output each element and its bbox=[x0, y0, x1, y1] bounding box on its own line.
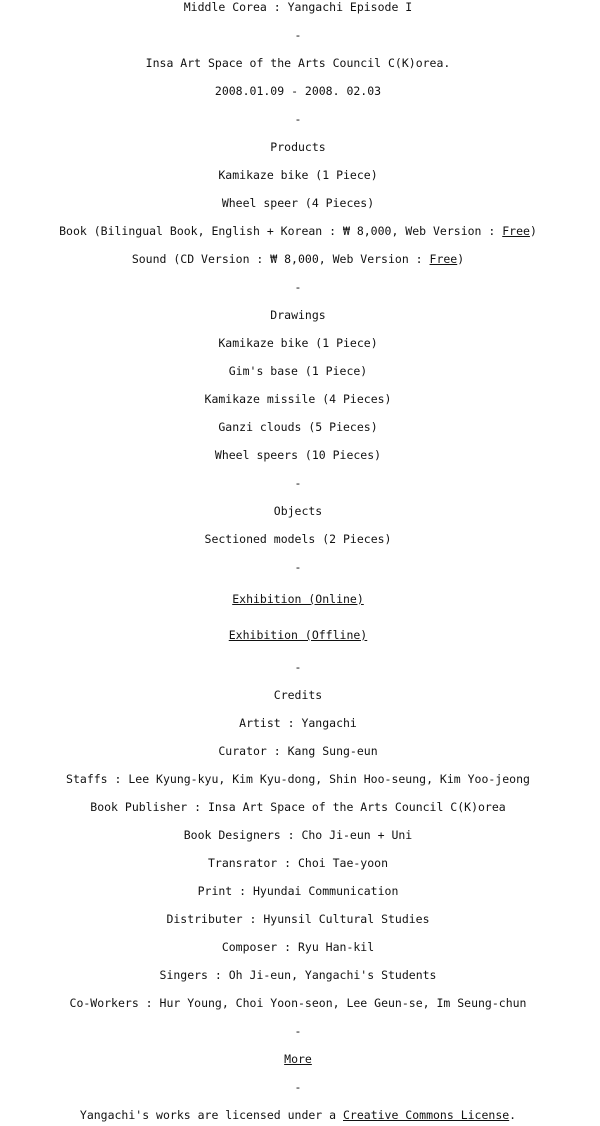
product-item-book bbox=[0, 224, 596, 238]
sound-free-link[interactable]: Free bbox=[429, 252, 458, 266]
book-suffix: ) bbox=[529, 224, 537, 238]
credit-item: Book Designers : Cho Ji-eun + Uni bbox=[183, 828, 413, 842]
credit-item: Distributer : Hyunsil Cultural Studies bbox=[166, 912, 430, 926]
license-suffix: . bbox=[509, 1108, 517, 1122]
objects-heading: Objects bbox=[273, 504, 323, 518]
separator: - bbox=[294, 1080, 302, 1094]
exhibition-online-link[interactable]: Exhibition (Online) bbox=[232, 592, 364, 606]
credit-item: Co-Workers : Hur Young, Choi Yoon-seon, Lee Geun-se, Im Seung-chun bbox=[69, 996, 527, 1010]
drawing-item: Gim's base (1 Piece) bbox=[228, 364, 368, 378]
product-item: Kamikaze bike (1 Piece) bbox=[218, 168, 378, 182]
drawing-item: Wheel speers (10 Pieces) bbox=[214, 448, 382, 462]
venue: Insa Art Space of the Arts Council C(K)orea. bbox=[145, 56, 451, 70]
exhibition-offline-link[interactable]: Exhibition (Offline) bbox=[228, 628, 368, 642]
book-label: Book (Bilingual Book, English + Korean : ₩ 8,000, Web Version : bbox=[59, 224, 503, 238]
creative-commons-link[interactable]: Creative Commons License bbox=[343, 1108, 510, 1122]
more-link[interactable]: More bbox=[284, 1052, 312, 1066]
book-free-link[interactable]: Free bbox=[502, 224, 530, 238]
sound-suffix: ) bbox=[457, 252, 465, 266]
exhibition-title: Middle Corea : Yangachi Episode I bbox=[183, 0, 413, 14]
credit-item: Curator : Kang Sung-eun bbox=[218, 744, 378, 758]
product-item: Wheel speer (4 Pieces) bbox=[221, 196, 375, 210]
license-text: Yangachi's works are licensed under a bbox=[79, 1108, 343, 1122]
separator: - bbox=[294, 112, 302, 126]
drawing-item: Kamikaze bike (1 Piece) bbox=[218, 336, 378, 350]
drawing-item: Ganzi clouds (5 Pieces) bbox=[218, 420, 378, 434]
license-notice bbox=[0, 1108, 596, 1122]
credit-item: Singers : Oh Ji-eun, Yangachi's Students bbox=[159, 968, 437, 982]
product-item-sound bbox=[0, 252, 596, 266]
drawing-item: Kamikaze missile (4 Pieces) bbox=[204, 392, 392, 406]
separator: - bbox=[294, 280, 302, 294]
separator: - bbox=[294, 1024, 302, 1038]
credit-item: Staffs : Lee Kyung-kyu, Kim Kyu-dong, Shin Hoo-seung, Kim Yoo-jeong bbox=[66, 772, 530, 786]
credit-item: Artist : Yangachi bbox=[239, 716, 357, 730]
sound-label: Sound (CD Version : ₩ 8,000, Web Version : bbox=[131, 252, 430, 266]
credit-item: Composer : Ryu Han-kil bbox=[221, 940, 375, 954]
separator: - bbox=[294, 476, 302, 490]
credits-heading: Credits bbox=[273, 688, 323, 702]
credit-item: Book Publisher : Insa Art Space of the Arts Council C(K)orea bbox=[90, 800, 506, 814]
credit-item: Print : Hyundai Communication bbox=[197, 884, 399, 898]
object-item: Sectioned models (2 Pieces) bbox=[204, 532, 392, 546]
drawings-heading: Drawings bbox=[270, 308, 326, 322]
separator: - bbox=[294, 560, 302, 574]
products-heading: Products bbox=[270, 140, 326, 154]
separator: - bbox=[294, 660, 302, 674]
dates: 2008.01.09 - 2008. 02.03 bbox=[214, 84, 382, 98]
separator: - bbox=[294, 28, 302, 42]
credit-item: Transrator : Choi Tae-yoon bbox=[207, 856, 388, 870]
